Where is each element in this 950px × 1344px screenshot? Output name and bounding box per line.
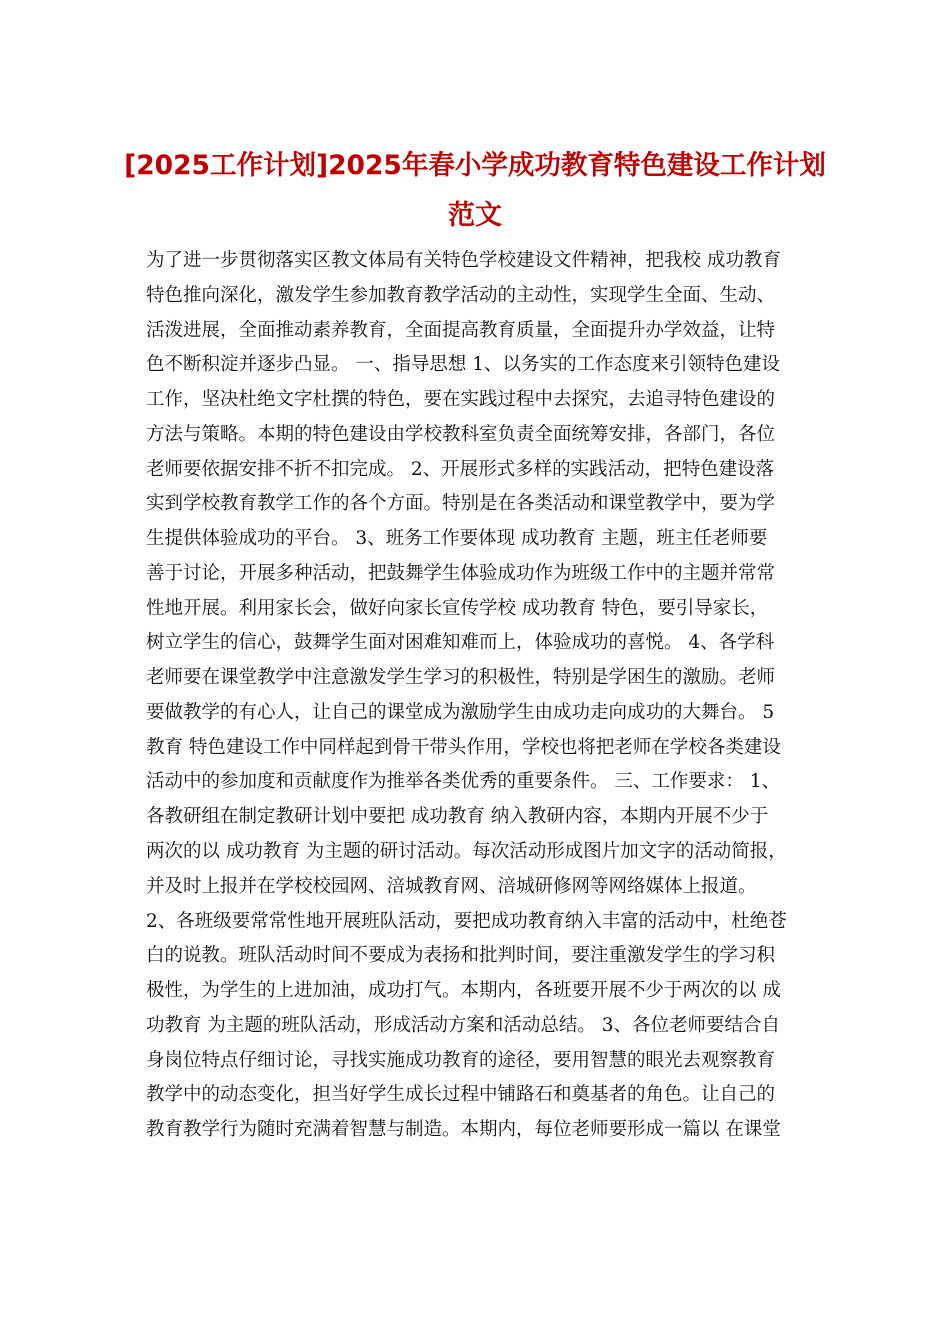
body-text-line: 要做教学的有心人，让自己的课堂成为激励学生由成功走向成功的大舞台。 5	[146, 701, 775, 723]
body-text-line: 善于讨论，开展多种活动，把鼓舞学生体验成功作为班级工作中的主题并常常	[146, 562, 776, 584]
body-text-line: 特色推向深化，激发学生参加教育教学活动的主动性，实现学生全面、生动、	[146, 284, 776, 306]
body-text-line: 并及时上报并在学校校园网、涪城教育网、涪城研修网等网络媒体上报道。	[146, 875, 757, 897]
body-text-line: 极性，为学生的上进加油，成功打气。本期内，各班要开展不少于两次的以 成	[146, 980, 781, 1002]
body-text-line: 生提供体验成功的平台。 3、班务工作要体现 成功教育 主题，班主任老师要	[146, 528, 768, 550]
document-body	[146, 244, 846, 1148]
document-title-line-2: 范文	[448, 200, 502, 231]
body-text-line: 工作，坚决杜绝文字杜撰的特色，要在实践过程中去探究，去追寻特色建设的	[146, 389, 776, 411]
body-text-line: 各教研组在制定教研计划中要把 成功教育 纳入教研内容，本期内开展不少于	[146, 806, 769, 828]
body-text-line: 身岗位特点仔细讨论，寻找实施成功教育的途径，要用智慧的眼光去观察教育	[146, 1049, 776, 1071]
body-text-line: 功教育 为主题的班队活动，形成活动方案和活动总结。 3、各位老师要结合自	[146, 1014, 781, 1036]
body-text-line: 树立学生的信心，鼓舞学生面对困难知难而上，体验成功的喜悦。 4、各学科	[146, 632, 775, 654]
body-text-line: 性地开展。利用家长会，做好向家长宣传学校 成功教育 特色，要引导家长，	[146, 597, 769, 619]
body-text-line: 老师要依据安排不折不扣完成。 2、开展形式多样的实践活动，把特色建设落	[146, 458, 775, 480]
body-text-line: 教学中的动态变化，担当好学生成长过程中铺路石和奠基者的角色。让自己的	[146, 1084, 776, 1106]
body-text-line: 活动中的参加度和贡献度作为推举各类优秀的重要条件。 三、工作要求： 1、	[146, 771, 781, 793]
body-text-line: 老师要在课堂教学中注意激发学生学习的积极性，特别是学困生的激励。老师	[146, 667, 776, 689]
body-text-line: 白的说教。班队活动时间不要成为表扬和批判时间，要注重激发学生的学习积	[146, 945, 776, 967]
body-text-line: 教育 特色建设工作中同样起到骨干带头作用，学校也将把老师在学校各类建设	[146, 736, 781, 758]
document-title-line-1: [2025工作计划]2025年春小学成功教育特色建设工作计划	[124, 150, 826, 181]
body-text-line: 方法与策略。本期的特色建设由学校教科室负责全面统筹安排，各部门，各位	[146, 423, 776, 445]
body-text-line: 活泼进展，全面推动素养教育，全面提高教育质量，全面提升办学效益，让特	[146, 319, 776, 341]
body-text-line: 实到学校教育教学工作的各个方面。特别是在各类活动和课堂教学中，要为学	[146, 493, 776, 515]
body-text-line: 教育教学行为随时充满着智慧与制造。本期内，每位老师要形成一篇以 在课堂	[146, 1119, 781, 1141]
body-text-line: 为了进一步贯彻落实区教文体局有关特色学校建设文件精神，把我校 成功教育	[146, 250, 781, 271]
body-text-line: 2、各班级要常常性地开展班队活动，要把成功教育纳入丰富的活动中，杜绝苍	[146, 910, 787, 932]
body-text-line: 色不断积淀并逐步凸显。 一、指导思想 1、以务实的工作态度来引领特色建设	[146, 354, 781, 376]
body-text-line: 两次的以 成功教育 为主题的研讨活动。每次活动形成图片加文字的活动简报，	[146, 841, 787, 863]
